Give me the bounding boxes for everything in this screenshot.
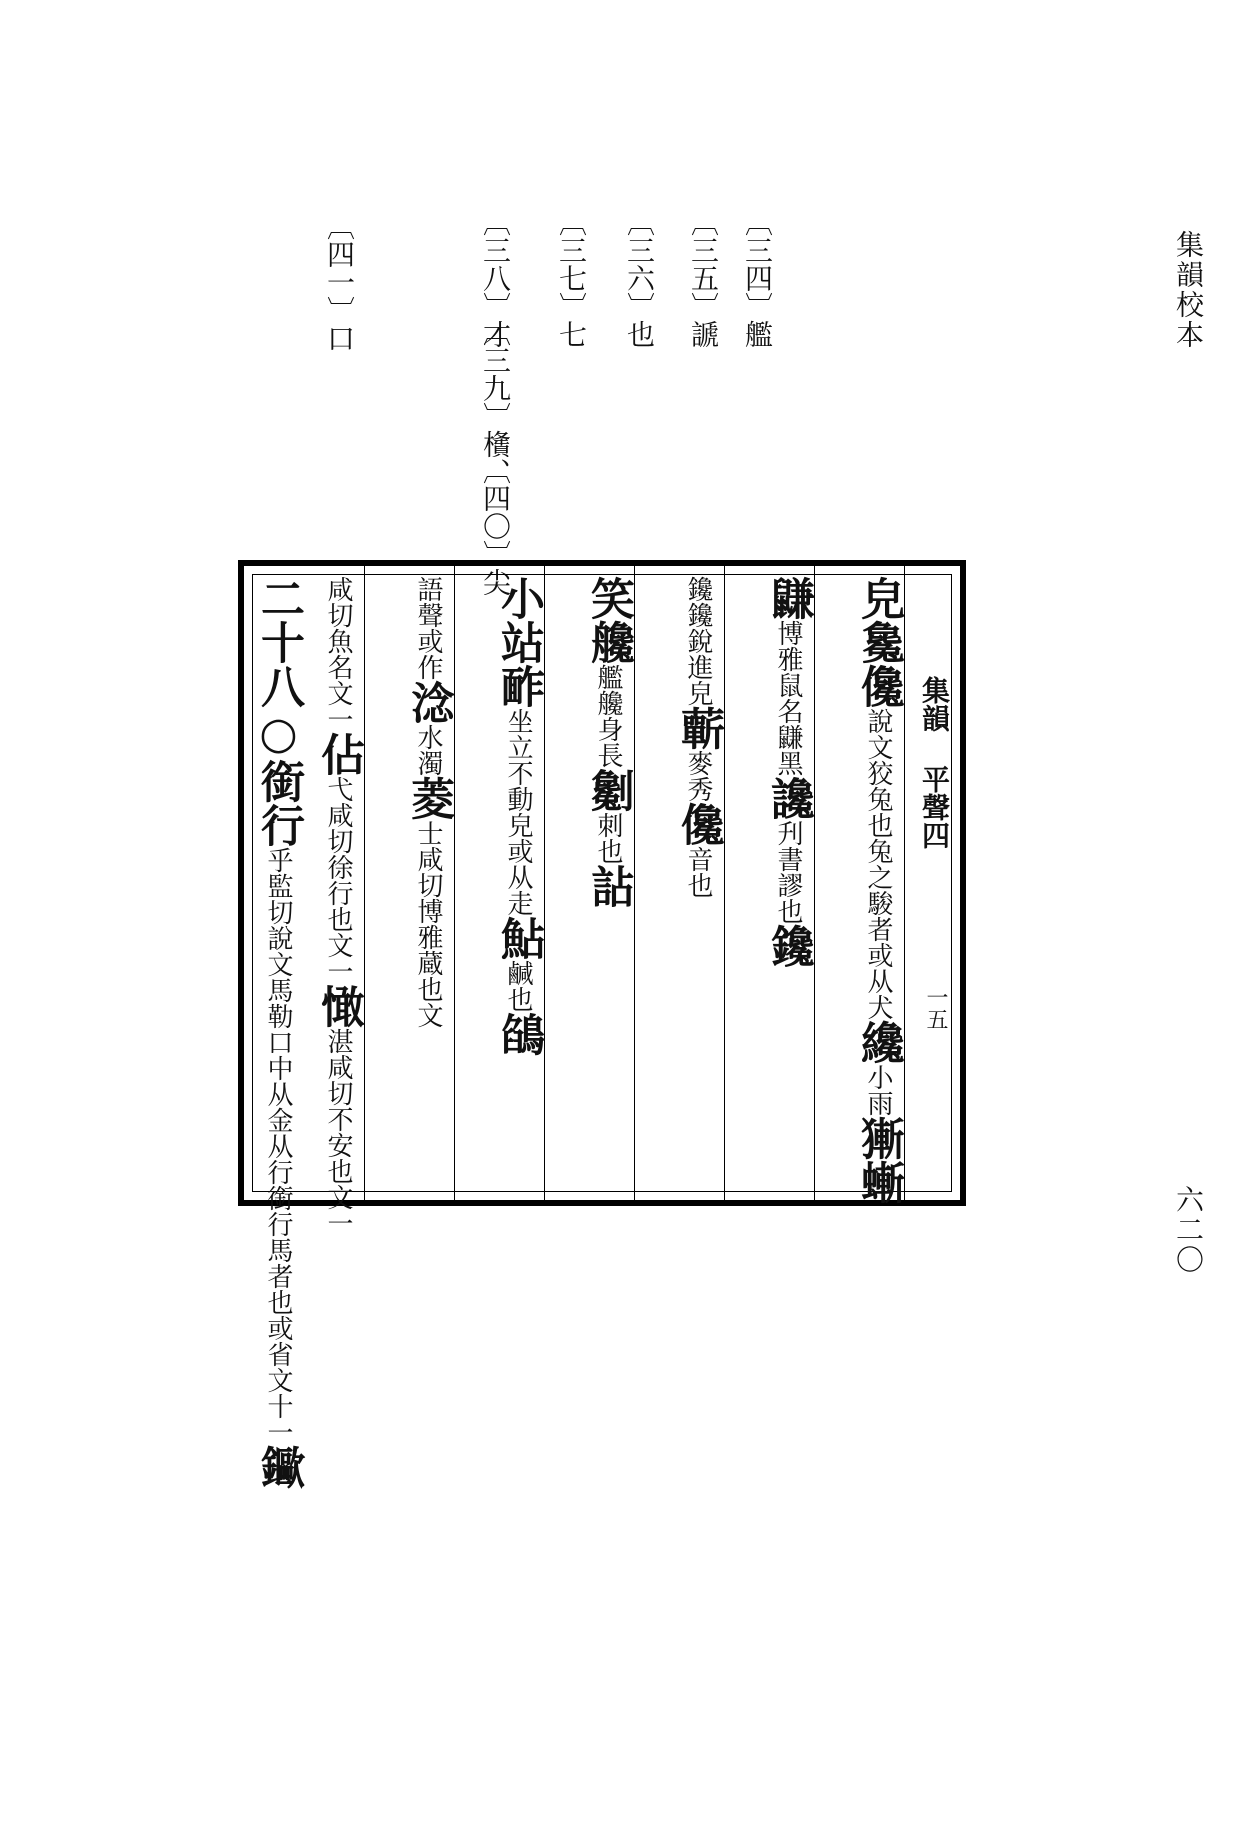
headword: 二十八○銜行 bbox=[253, 576, 304, 847]
gloss: 說文狡兔也兔之駿者或从犬 bbox=[863, 708, 893, 1020]
page-number: 六二〇 bbox=[1172, 1185, 1205, 1275]
column-rule bbox=[544, 566, 545, 1200]
text-column bbox=[852, 576, 904, 1204]
headword: 鮎 bbox=[493, 916, 544, 960]
gloss: 鑱鑱銳進皃 bbox=[683, 576, 713, 706]
text-column bbox=[762, 576, 814, 1196]
headword: 讒 bbox=[763, 776, 814, 820]
headword: 獑螹 bbox=[853, 1116, 904, 1204]
gloss: 艦艬身長 bbox=[593, 664, 623, 768]
collation-note: 〔三六〕也 bbox=[623, 208, 656, 348]
gloss: 麥秀 bbox=[683, 750, 713, 802]
column-rule bbox=[364, 566, 365, 1200]
headword: 鼸 bbox=[763, 576, 814, 620]
text-column bbox=[582, 576, 634, 1196]
collation-note: 〔四〇〕尖 bbox=[479, 456, 512, 596]
gloss: 音也 bbox=[683, 846, 713, 898]
gloss: 刋書謬也 bbox=[773, 820, 803, 924]
text-column bbox=[492, 576, 544, 1196]
headword: 鑱 bbox=[763, 924, 814, 968]
collation-note: 〔三四〕艦 bbox=[741, 208, 774, 348]
gloss: 刺也 bbox=[593, 812, 623, 864]
headword: 淰 bbox=[403, 680, 454, 724]
gloss: 湛咸切不安也文一 bbox=[323, 1028, 353, 1236]
headword: 菱 bbox=[403, 776, 454, 820]
gloss: 語聲或作 bbox=[413, 576, 443, 680]
gloss: 鹹也 bbox=[503, 960, 533, 1012]
column-rule bbox=[904, 566, 905, 1200]
text-column bbox=[252, 576, 304, 1489]
text-column bbox=[672, 576, 724, 1196]
headword: 䥲 bbox=[253, 1445, 304, 1489]
gloss: 咸切魚名文一 bbox=[323, 576, 353, 732]
collation-note: 〔三九〕㯯、 bbox=[479, 318, 512, 486]
column-rule bbox=[814, 566, 815, 1200]
headword: 㦑 bbox=[313, 984, 364, 1028]
column-rule bbox=[724, 566, 725, 1200]
block-header-tab: 集韻 平聲四 bbox=[918, 676, 951, 849]
headword: 纔 bbox=[853, 1020, 904, 1064]
column-rule bbox=[634, 566, 635, 1200]
collation-note: 〔四一〕口 bbox=[323, 212, 356, 352]
gloss: 坐立不動皃或从走 bbox=[503, 708, 533, 916]
headword: 鵮 bbox=[493, 1012, 544, 1056]
headword: 小站䩆 bbox=[493, 576, 544, 708]
gloss: 水濁 bbox=[413, 724, 443, 776]
headword: 詀 bbox=[583, 864, 634, 908]
column-rule bbox=[454, 566, 455, 1200]
printed-block-frame bbox=[238, 560, 966, 1489]
headword: 蘄 bbox=[673, 706, 724, 750]
gloss: 士咸切博雅蔵也文 bbox=[413, 820, 443, 1028]
running-title: 集韻校本 bbox=[1172, 230, 1205, 350]
gloss: 弋咸切徐行也文一 bbox=[323, 776, 353, 984]
headword: 皃毚儳 bbox=[853, 576, 904, 708]
block-side-mark: 一五 bbox=[923, 986, 948, 1030]
text-column bbox=[312, 576, 364, 1236]
text-column bbox=[402, 576, 454, 1196]
collation-note: 〔三八〕才 bbox=[479, 208, 512, 348]
gloss: 小雨 bbox=[863, 1064, 893, 1116]
headword: 佔 bbox=[313, 732, 364, 776]
collation-note: 〔三五〕謕 bbox=[687, 208, 720, 348]
headword: 儳 bbox=[673, 802, 724, 846]
collation-note: 〔三七〕七 bbox=[555, 208, 588, 348]
gloss: 乎監切說文馬勒口中从金从行銜行馬者也或省文十一 bbox=[263, 847, 293, 1445]
gloss: 博雅鼠名鼸黑 bbox=[773, 620, 803, 776]
headword: 劖 bbox=[583, 768, 634, 812]
headword: 笑艬 bbox=[583, 576, 634, 664]
